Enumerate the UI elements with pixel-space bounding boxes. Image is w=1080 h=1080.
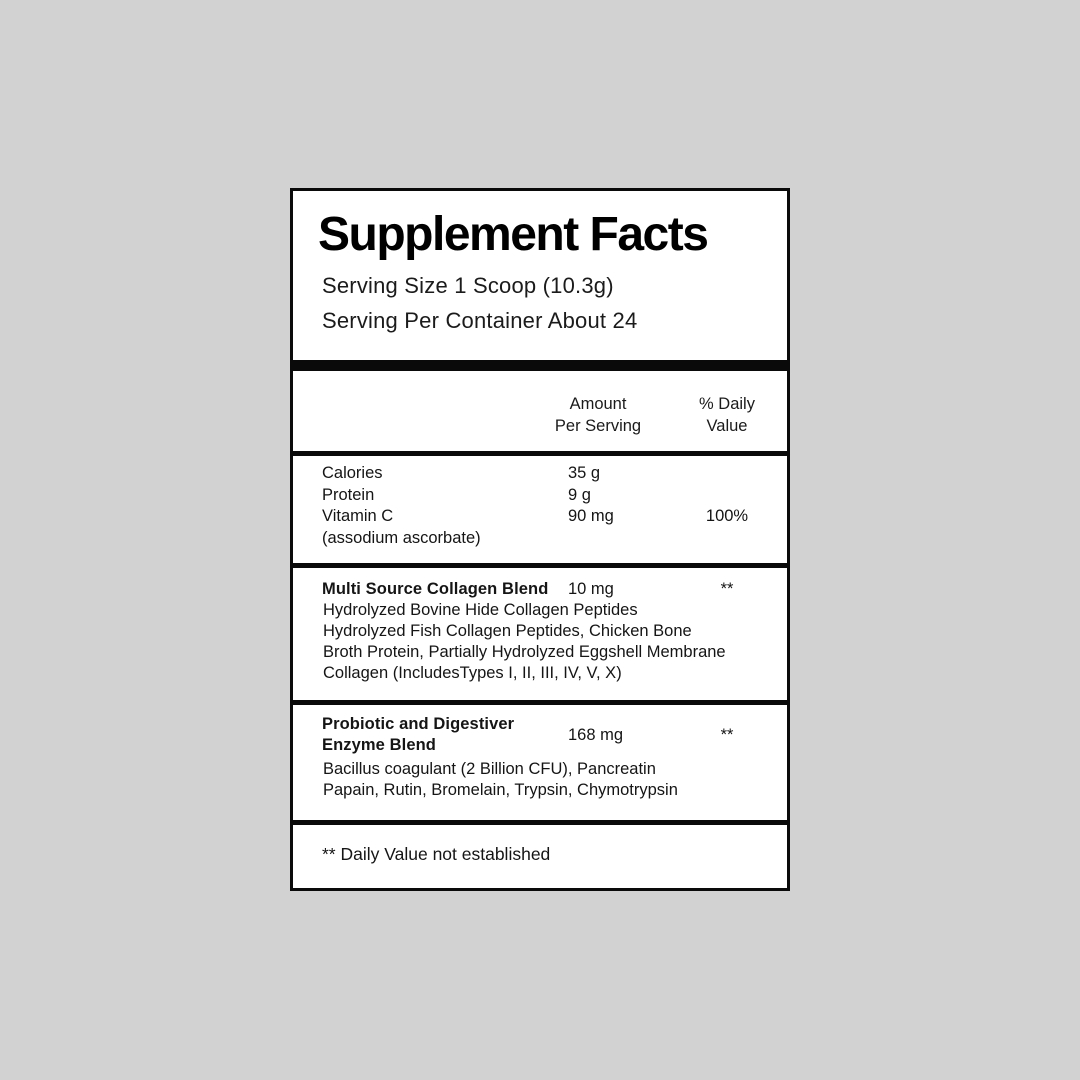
thick-divider	[293, 360, 787, 371]
nutrient-row-vitamin-c	[293, 506, 787, 528]
blend-ingredients-line: Papain, Rutin, Bromelain, Trypsin, Chymotrypsin	[323, 781, 678, 799]
nutrient-row-protein	[293, 485, 787, 507]
blend-amount: 168 mg	[568, 726, 624, 744]
nutrient-amount: 90 mg	[568, 507, 614, 525]
blend-dv: **	[720, 580, 734, 598]
nutrient-row-calories	[293, 463, 787, 485]
amount-header-line1: Amount	[569, 395, 627, 413]
blend-ingredients	[293, 600, 787, 684]
probiotic-enzyme-blend-section	[293, 705, 787, 820]
daily-value-header-line2: Value	[706, 417, 748, 435]
blend-name-line1: Probiotic and Digestiver	[322, 715, 515, 733]
blend-ingredients-line: Bacillus coagulant (2 Billion CFU), Pancreatin	[323, 760, 656, 778]
panel-title: Supplement Facts	[318, 208, 708, 261]
nutrient-amount: 9 g	[568, 485, 591, 504]
blend-ingredients-line: Broth Protein, Partially Hydrolyzed Eggshell Membrane	[323, 643, 726, 661]
nutrient-amount: 35 g	[568, 464, 601, 482]
nutrient-dv: 100%	[705, 507, 749, 525]
blend-name: Multi Source Collagen Blend	[322, 580, 549, 598]
daily-value-header	[687, 393, 767, 437]
nutrient-name: (assodium ascorbate)	[322, 528, 481, 547]
servings-per-container-line: Serving Per Container About 24	[322, 307, 638, 333]
supplement-facts-panel	[290, 188, 790, 891]
blend-ingredients-line: Collagen (IncludesTypes I, II, III, IV, V, X)	[323, 664, 622, 682]
nutrient-row-vitamin-c-source	[293, 528, 787, 550]
blend-ingredients-line: Hydrolyzed Bovine Hide Collagen Peptides	[323, 601, 638, 619]
serving-size-line: Serving Size 1 Scoop (10.3g)	[322, 273, 614, 298]
panel-header	[293, 191, 787, 360]
amount-header-line2: Per Serving	[554, 417, 642, 435]
collagen-blend-section	[293, 568, 787, 700]
footnote-section	[293, 825, 787, 888]
blend-dv: **	[720, 726, 734, 744]
nutrient-name: Protein	[322, 485, 375, 504]
nutrients-section	[293, 456, 787, 563]
blend-ingredients-line: Hydrolyzed Fish Collagen Peptides, Chicken Bone	[323, 622, 692, 640]
daily-value-header-line1: % Daily	[699, 395, 755, 413]
blend-name-line2: Enzyme Blend	[322, 736, 436, 754]
amount-per-serving-header	[538, 393, 658, 437]
nutrient-name: Vitamin C	[322, 507, 394, 525]
daily-value-footnote: ** Daily Value not established	[322, 844, 551, 864]
blend-ingredients	[293, 759, 787, 801]
nutrient-name: Calories	[322, 464, 383, 482]
blend-amount: 10 mg	[568, 580, 614, 598]
column-headers	[293, 371, 787, 451]
